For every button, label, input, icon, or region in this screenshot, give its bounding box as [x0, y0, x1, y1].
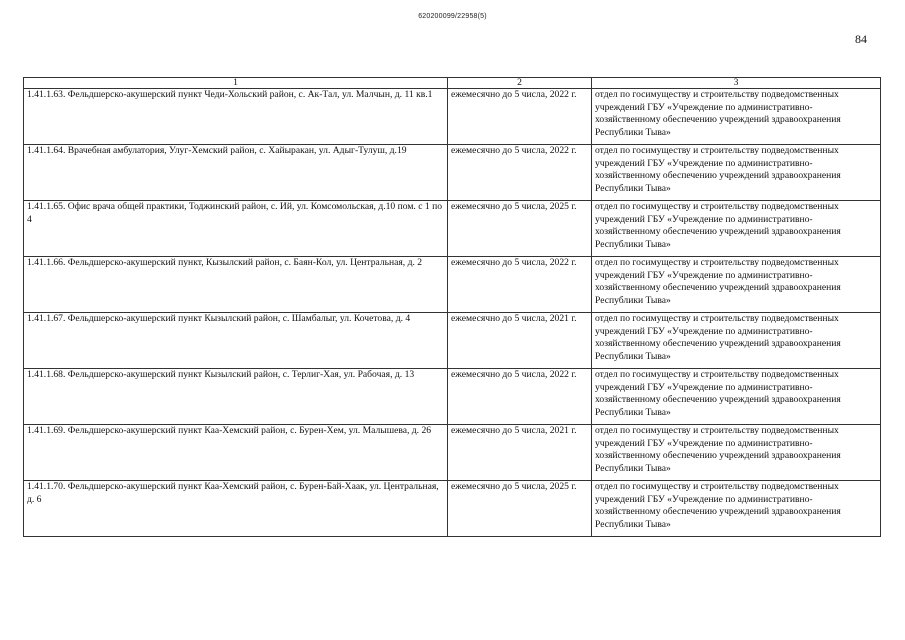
column-header-2: 2: [448, 78, 592, 89]
deadline-cell: ежемесячно до 5 числа, 2025 г.: [448, 481, 592, 537]
responsible-cell: отдел по госимуществу и строительству подведомственных учреждений ГБУ «Учреждение по административно-хозяйственному обеспечению учреждений здравоохранения Республики Тыва»: [592, 481, 881, 537]
column-header-3: 3: [592, 78, 881, 89]
plan-table: [23, 77, 881, 537]
responsible-cell: отдел по госимуществу и строительству подведомственных учреждений ГБУ «Учреждение по административно-хозяйственному обеспечению учреждений здравоохранения Республики Тыва»: [592, 313, 881, 369]
object-cell: 1.41.1.67. Фельдшерско-акушерский пункт Кызылский район, с. Шамбалыг, ул. Кочетова, д. 4: [24, 313, 448, 369]
column-header-1: 1: [24, 78, 448, 89]
deadline-cell: ежемесячно до 5 числа, 2022 г.: [448, 89, 592, 145]
table-row: [24, 145, 881, 201]
document-id: 620200099/22958(5): [418, 13, 487, 20]
responsible-cell: отдел по госимуществу и строительству подведомственных учреждений ГБУ «Учреждение по административно-хозяйственному обеспечению учреждений здравоохранения Республики Тыва»: [592, 369, 881, 425]
responsible-cell: отдел по госимуществу и строительству подведомственных учреждений ГБУ «Учреждение по административно-хозяйственному обеспечению учреждений здравоохранения Республики Тыва»: [592, 425, 881, 481]
table-row: [24, 369, 881, 425]
table-row: [24, 89, 881, 145]
responsible-cell: отдел по госимуществу и строительству подведомственных учреждений ГБУ «Учреждение по административно-хозяйственному обеспечению учреждений здравоохранения Республики Тыва»: [592, 257, 881, 313]
object-cell: 1.41.1.64. Врачебная амбулатория, Улуг-Хемский район, с. Хайыракан, ул. Адыг-Тулуш, д.19: [24, 145, 448, 201]
table-row: [24, 481, 881, 537]
responsible-cell: отдел по госимуществу и строительству подведомственных учреждений ГБУ «Учреждение по административно-хозяйственному обеспечению учреждений здравоохранения Республики Тыва»: [592, 201, 881, 257]
deadline-cell: ежемесячно до 5 числа, 2021 г.: [448, 313, 592, 369]
table-row: [24, 201, 881, 257]
object-cell: 1.41.1.68. Фельдшерско-акушерский пункт Кызылский район, с. Терлиг-Хая, ул. Рабочая, д. 13: [24, 369, 448, 425]
column-number-row: [24, 78, 881, 89]
responsible-cell: отдел по госимуществу и строительству подведомственных учреждений ГБУ «Учреждение по административно-хозяйственному обеспечению учреждений здравоохранения Республики Тыва»: [592, 145, 881, 201]
page-number: 84: [855, 32, 867, 46]
table-row: [24, 425, 881, 481]
object-cell: 1.41.1.63. Фельдшерско-акушерский пункт Чеди-Хольский район, с. Ак-Тал, ул. Малчын, д. 11 кв.1: [24, 89, 448, 145]
object-cell: 1.41.1.66. Фельдшерско-акушерский пункт, Кызылский район, с. Баян-Кол, ул. Центральная, д. 2: [24, 257, 448, 313]
deadline-cell: ежемесячно до 5 числа, 2022 г.: [448, 369, 592, 425]
deadline-cell: ежемесячно до 5 числа, 2022 г.: [448, 257, 592, 313]
object-cell: 1.41.1.70. Фельдшерско-акушерский пункт Каа-Хемский район, с. Бурен-Бай-Хаак, ул. Центральная, д. 6: [24, 481, 448, 537]
table-row: [24, 257, 881, 313]
object-cell: 1.41.1.65. Офис врача общей практики, Тоджинский район, с. Ий, ул. Комсомольская, д.10 пом. с 1 по 4: [24, 201, 448, 257]
responsible-cell: отдел по госимуществу и строительству подведомственных учреждений ГБУ «Учреждение по административно-хозяйственному обеспечению учреждений здравоохранения Республики Тыва»: [592, 89, 881, 145]
deadline-cell: ежемесячно до 5 числа, 2025 г.: [448, 201, 592, 257]
deadline-cell: ежемесячно до 5 числа, 2022 г.: [448, 145, 592, 201]
object-cell: 1.41.1.69. Фельдшерско-акушерский пункт Каа-Хемский район, с. Бурен-Хем, ул. Малышева, д. 26: [24, 425, 448, 481]
deadline-cell: ежемесячно до 5 числа, 2021 г.: [448, 425, 592, 481]
table-row: [24, 313, 881, 369]
